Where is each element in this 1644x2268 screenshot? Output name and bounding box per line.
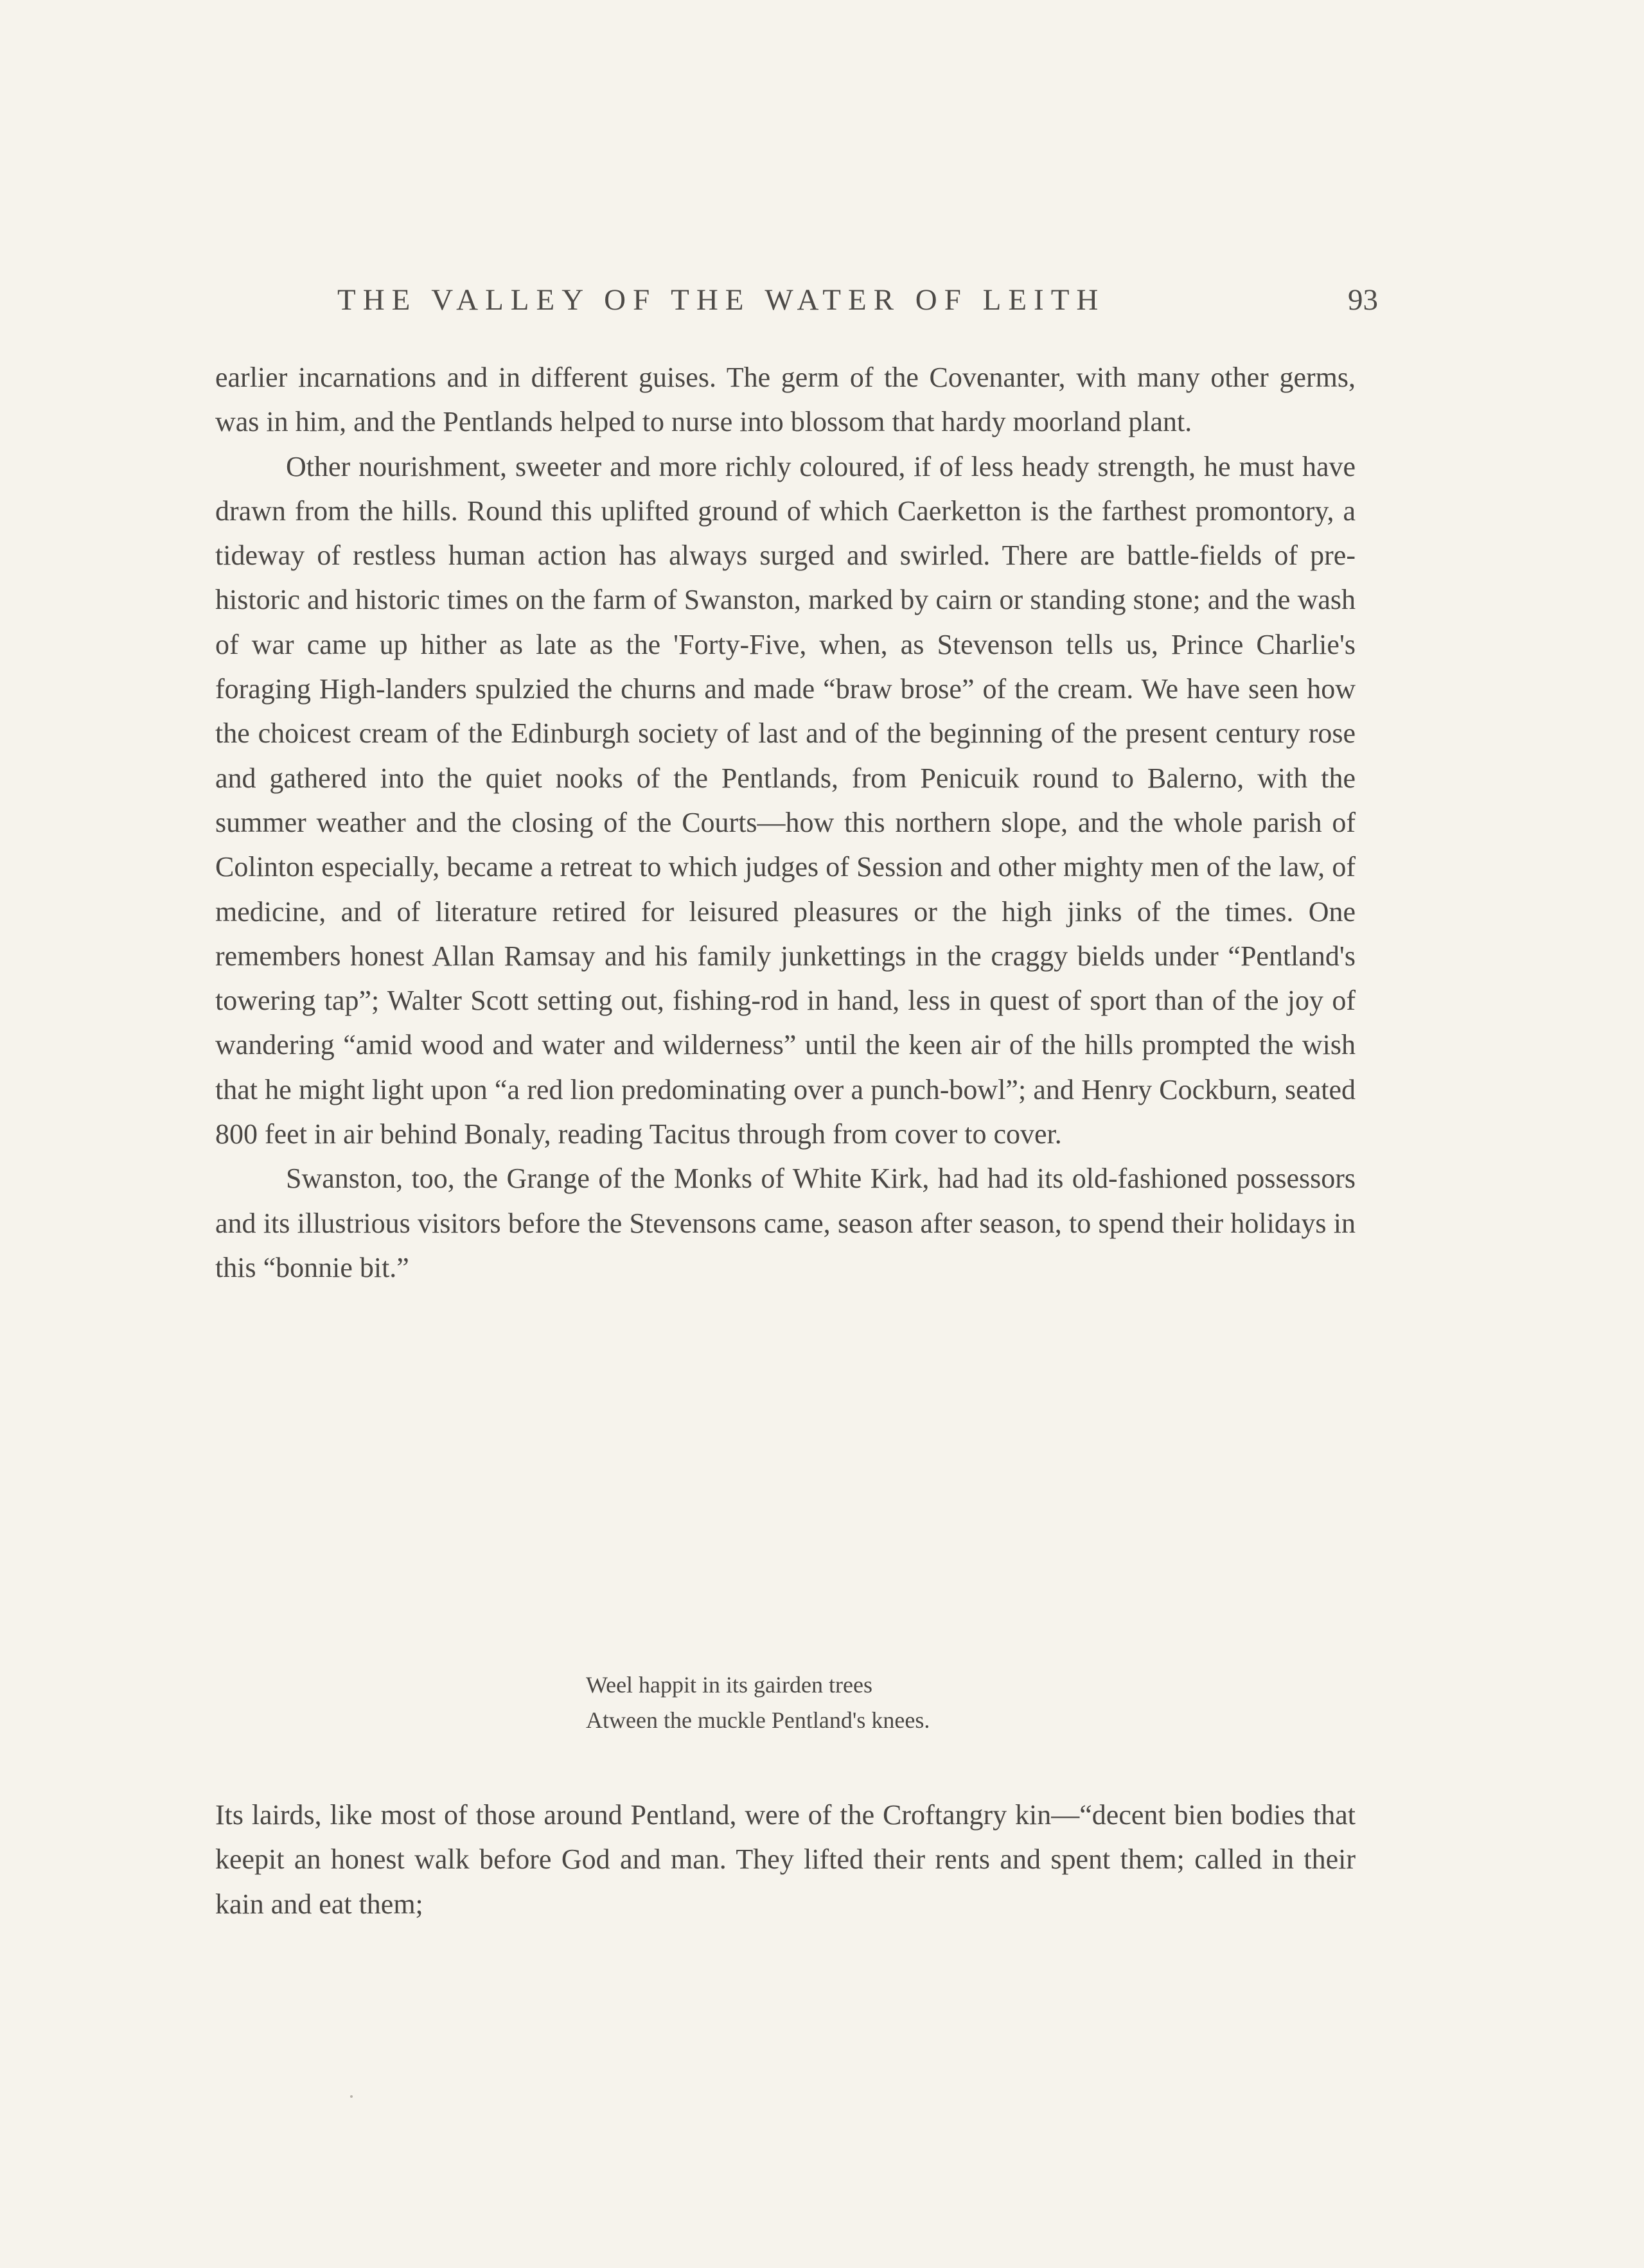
text-block-upper	[215, 355, 1356, 1290]
paragraph-continued: earlier incarnations and in different guises. The germ of the Covenanter, with many other germs, was in him, and the Pentlands helped to nurse into blossom that hardy moorland plant.	[215, 362, 1356, 438]
running-head: THE VALLEY OF THE WATER OF LEITH	[337, 283, 1106, 317]
paragraph-swanston: Swanston, too, the Grange of the Monks of White Kirk, had had its old-fashioned possessors and its illustrious visitors before the Stevensons came, season after season, to spend their holidays in this “bonnie bit.”	[215, 1163, 1356, 1283]
paragraph-nourishment: Other nourishment, sweeter and more richly coloured, if of less heady strength, he must have drawn from the hills. Round this uplifted ground of which Caerketton is the farthest promontory, a tideway of restless human action has always surged and swirled. There are battle-fields of pre-historic and historic times on the farm of Swanston, marked by cairn or standing stone; and the wash of war came up hither as late as the 'Forty-Five, when, as Stevenson tells us, Prince Charlie's foraging High-landers spulzied the churns and made “braw brose” of the cream. We have seen how the choicest cream of the Edinburgh society of last and of the beginning of the present century rose and gathered into the quiet nooks of the Pentlands, from Penicuik round to Balerno, with the summer weather and the closing of the Courts—how this northern slope, and the whole parish of Colinton especially, became a retreat to which judges of Session and other mighty men of the law, of medicine, and of literature retired for leisured pleasures or the high jinks of the times. One remembers honest Allan Ramsay and his family junkettings in the craggy bields under “Pentland's towering tap”; Walter Scott setting out, fishing-rod in hand, less in quest of sport than of the joy of wandering “amid wood and water and wilderness” until the keen air of the hills prompted the wish that he might light upon “a red lion predominating over a punch-bowl”; and Henry Cockburn, seated 800 feet in air behind Bonaly, reading Tacitus through from cover to cover.	[215, 450, 1356, 1150]
verse-quotation	[586, 1667, 930, 1738]
page-number: 93	[1348, 283, 1378, 317]
text-block-lower	[215, 1793, 1356, 1926]
page-header	[215, 283, 1378, 321]
verse-line: Atween the muckle Pentland's knees.	[586, 1707, 930, 1733]
verse-line: Weel happit in its gairden trees	[586, 1672, 872, 1698]
paragraph-lairds: Its lairds, like most of those around Pentland, were of the Croftangry kin—“decent bien bodies that keepit an honest walk before God and man. They lifted their rents and spent them; called in their kain and eat them;	[215, 1799, 1356, 1920]
paper-speck	[350, 2095, 353, 2098]
